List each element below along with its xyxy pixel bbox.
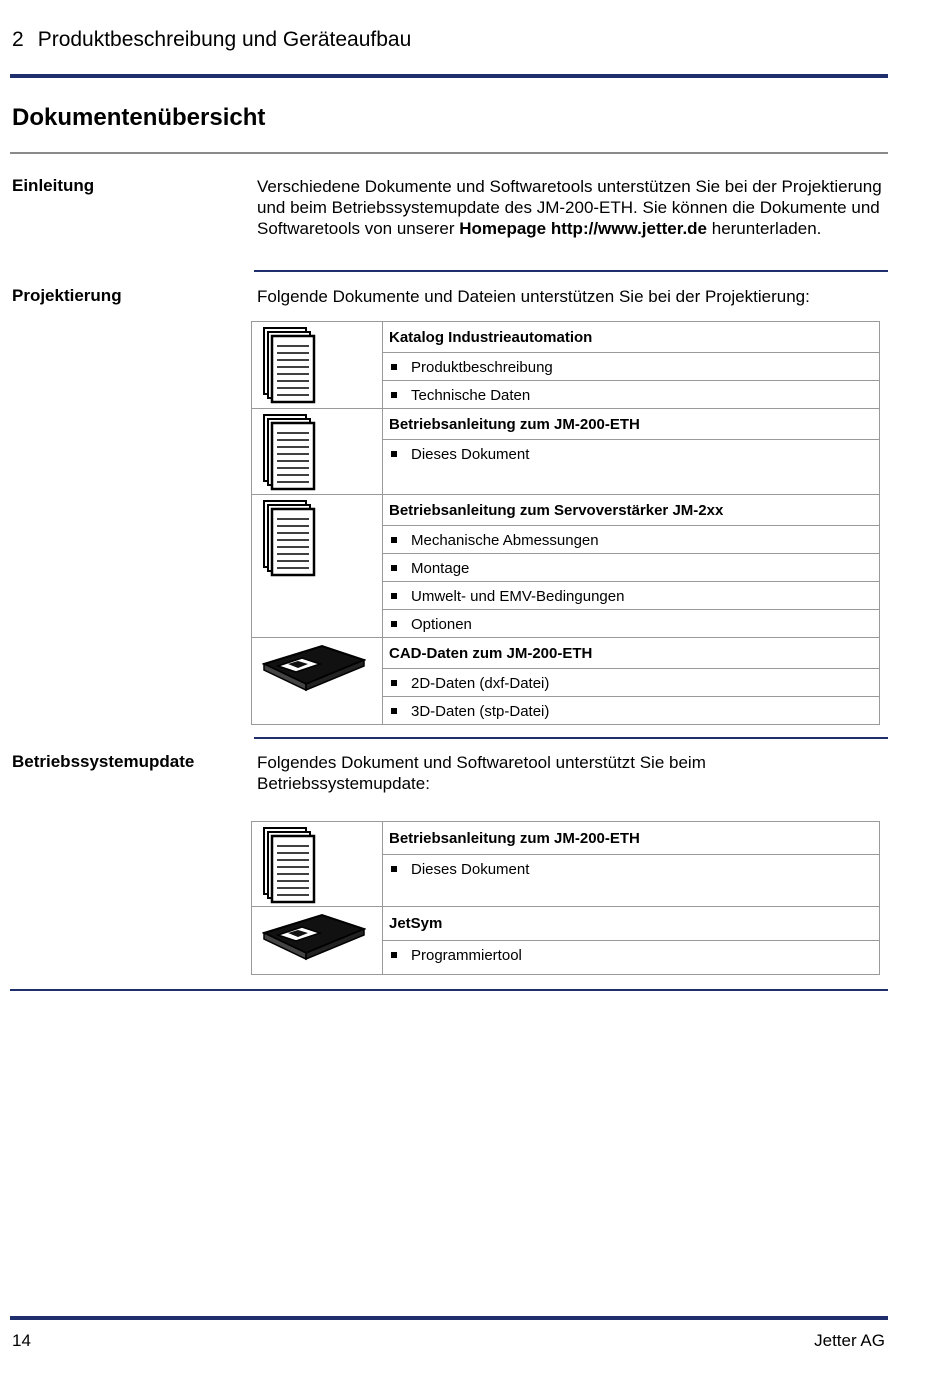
list-item: Optionen bbox=[383, 610, 880, 638]
list-item: Produktbeschreibung bbox=[383, 353, 880, 381]
icon-cell bbox=[252, 495, 383, 638]
list-item: 2D-Daten (dxf-Datei) bbox=[383, 669, 880, 697]
bullet-icon bbox=[391, 621, 397, 627]
section-label-einleitung: Einleitung bbox=[12, 176, 95, 195]
header-rule bbox=[10, 74, 888, 78]
homepage-link[interactable]: Homepage http://www.jetter.de bbox=[459, 219, 708, 238]
icon-cell bbox=[252, 822, 383, 907]
list-item: Programmiertool bbox=[383, 941, 880, 975]
bullet-icon bbox=[391, 952, 397, 958]
bullet-icon bbox=[391, 866, 397, 872]
section-rule bbox=[254, 270, 888, 272]
doc-title: CAD-Daten zum JM-200-ETH bbox=[383, 638, 880, 669]
chapter-title: Produktbeschreibung und Geräteaufbau bbox=[37, 28, 412, 51]
doc-title: Betriebsanleitung zum JM-200-ETH bbox=[383, 822, 880, 855]
list-item: Dieses Dokument bbox=[383, 440, 880, 495]
section-rule bbox=[254, 737, 888, 739]
section-label-projektierung: Projektierung bbox=[12, 286, 122, 305]
document-stack-icon bbox=[262, 826, 318, 904]
page-title: Dokumentenübersicht bbox=[12, 104, 266, 131]
floppy-disk-icon bbox=[262, 913, 366, 961]
company-name: Jetter AG bbox=[814, 1331, 885, 1350]
running-header bbox=[12, 28, 411, 52]
bullet-icon bbox=[391, 708, 397, 714]
list-item: Umwelt- und EMV-Bedingungen bbox=[383, 582, 880, 610]
bullet-icon bbox=[391, 593, 397, 599]
document-stack-icon bbox=[262, 413, 318, 491]
page-number: 14 bbox=[12, 1331, 31, 1350]
doc-title: Katalog Industrieautomation bbox=[383, 322, 880, 353]
icon-cell bbox=[252, 322, 383, 409]
icon-cell bbox=[252, 907, 383, 975]
bullet-icon bbox=[391, 565, 397, 571]
chapter-number: 2 bbox=[12, 28, 24, 51]
update-intro: Folgendes Dokument und Softwaretool unterstützt Sie beim Betriebssystemupdate: bbox=[257, 753, 706, 793]
icon-cell bbox=[252, 409, 383, 495]
bullet-icon bbox=[391, 537, 397, 543]
projektierung-intro: Folgende Dokumente und Dateien unterstützen Sie bei der Projektierung: bbox=[257, 287, 810, 306]
document-stack-icon bbox=[262, 326, 318, 404]
bullet-icon bbox=[391, 451, 397, 457]
projektierung-table bbox=[251, 321, 880, 725]
doc-title: Betriebsanleitung zum JM-200-ETH bbox=[383, 409, 880, 440]
list-item: Montage bbox=[383, 554, 880, 582]
section-label-update: Betriebssystemupdate bbox=[12, 752, 195, 771]
section-end-rule bbox=[10, 989, 888, 991]
update-table bbox=[251, 821, 880, 975]
list-item: Technische Daten bbox=[383, 381, 880, 409]
bullet-icon bbox=[391, 680, 397, 686]
list-item: 3D-Daten (stp-Datei) bbox=[383, 697, 880, 725]
einleitung-text-2: herunterladen. bbox=[707, 219, 822, 238]
floppy-disk-icon bbox=[262, 644, 366, 692]
list-item: Dieses Dokument bbox=[383, 855, 880, 907]
footer-rule bbox=[10, 1316, 888, 1320]
list-item: Mechanische Abmessungen bbox=[383, 526, 880, 554]
document-stack-icon bbox=[262, 499, 318, 577]
icon-cell bbox=[252, 638, 383, 725]
einleitung-paragraph bbox=[257, 176, 882, 239]
bullet-icon bbox=[391, 364, 397, 370]
doc-title: JetSym bbox=[383, 907, 880, 941]
bullet-icon bbox=[391, 392, 397, 398]
einleitung-text-1: Verschiedene Dokumente und Softwaretools unterstützen Sie bei der Projektierung und beim Betriebssystemupdate des JM-200-ETH. Sie können die Dokumente und Softwaretools von unserer bbox=[257, 177, 882, 238]
doc-title: Betriebsanleitung zum Servoverstärker JM-2xx bbox=[383, 495, 880, 526]
title-rule bbox=[10, 152, 888, 154]
